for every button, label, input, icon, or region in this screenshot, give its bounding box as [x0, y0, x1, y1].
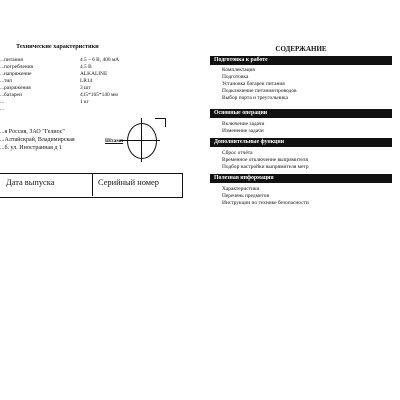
- spec-labels: [0, 57, 78, 113]
- spec-label: ...питания: [0, 57, 23, 63]
- release-date-label: Дата выпуска: [6, 178, 55, 187]
- stamp-crosshair-horizontal: [120, 140, 160, 141]
- serial-number-label: Серийный номер: [98, 178, 159, 187]
- section-items-additional-functions: [222, 150, 309, 171]
- spec-label: ...батареи: [0, 92, 22, 98]
- contents-item: Временное отключение выпрямителя: [222, 157, 308, 163]
- spec-value: 1 кг: [80, 99, 89, 105]
- contents-title: СОДЕРЖАНИЕ: [275, 45, 327, 53]
- contents-item: Изменение задачи: [222, 128, 264, 134]
- contents-item: Комплектация: [222, 67, 255, 73]
- manufacturer-line: ...Алтайскрай, Владимирская: [0, 137, 75, 143]
- spec-label: ...разряжения: [0, 85, 31, 91]
- contents-item: Подключение питания/проводов: [222, 88, 297, 94]
- stamp-corner-mark: [155, 118, 166, 127]
- section-heading-additional-functions: Дополнительные функции: [210, 138, 392, 147]
- spec-value: 3 шт: [80, 85, 91, 91]
- spec-value: LR14: [80, 78, 93, 84]
- spec-value: 415*165*140 мм: [80, 92, 118, 98]
- stamp-label: Штамп: [105, 138, 124, 144]
- stamp-circle: [127, 123, 157, 159]
- section-items-preparation: [222, 67, 297, 102]
- manufacturer-info: [0, 128, 75, 152]
- spec-label: ...: [0, 99, 5, 105]
- contents-item: Подготовка: [222, 74, 249, 80]
- section-items-basic-operations: [222, 121, 264, 135]
- contents-item: Инструкции по технике безопасности: [222, 200, 309, 206]
- contents-item: Установка батареи питания: [222, 81, 285, 87]
- section-items-useful-info: [222, 186, 309, 207]
- contents-item: Сброс отчёта: [222, 150, 253, 156]
- table-divider: [92, 173, 93, 196]
- contents-item: Подбор настройки выпрямителя метр: [222, 164, 309, 170]
- manufacturer-line: ...б. ул. Иностранная д 1: [0, 145, 62, 151]
- spec-label: ...потребления: [0, 64, 34, 70]
- spec-label: ...напряжение: [0, 71, 32, 77]
- section-heading-useful-info: Полезная информация: [210, 174, 392, 183]
- contents-item: Включение задачи: [222, 121, 265, 127]
- spec-value: 4.5 В: [80, 64, 92, 70]
- manufacturer-line: ...я Россия, ЗАО "Гелиос": [0, 129, 65, 135]
- spec-label: ...тип: [0, 78, 13, 84]
- spec-label: ...: [0, 106, 5, 112]
- contents-item: Выбор порта и треугольника: [222, 95, 288, 101]
- spec-value: ALKALINE: [80, 71, 108, 77]
- spec-values: [80, 57, 119, 106]
- contents-item: Характеристики: [222, 186, 260, 192]
- contents-item: Перечень предметов: [222, 193, 270, 199]
- spec-value: 4.5 – 6 В, 400 мА: [80, 57, 120, 63]
- section-heading-basic-operations: Основные операции: [210, 109, 392, 118]
- specs-title: Технические характеристики: [16, 43, 99, 50]
- section-heading-preparation: Подготовка к работе: [210, 56, 392, 65]
